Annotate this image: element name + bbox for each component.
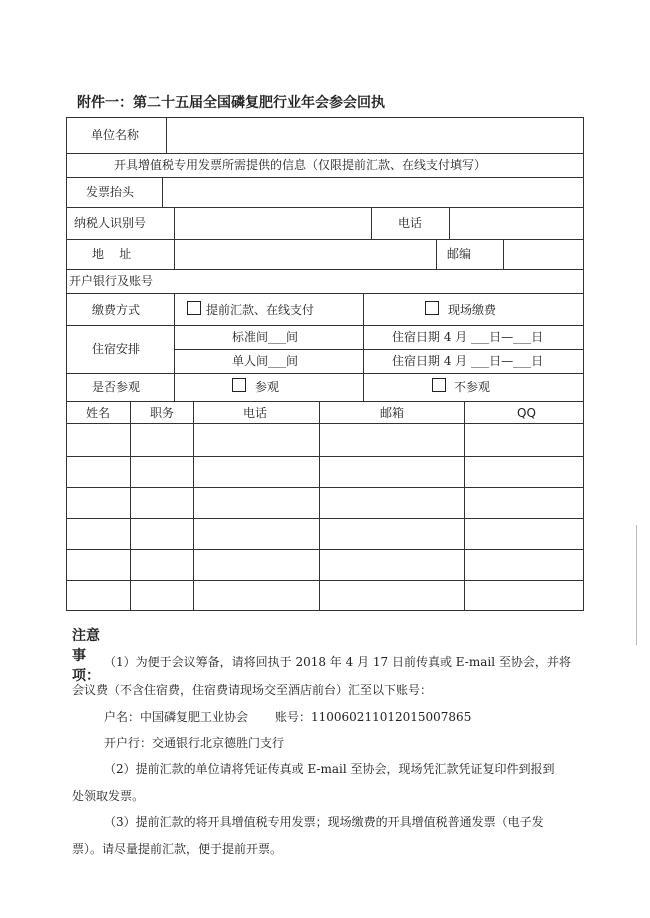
pay-onsite-checkbox[interactable] — [425, 301, 439, 315]
column-header: 电话 — [243, 406, 268, 420]
single-room-field[interactable]: 单人间___间 — [232, 354, 299, 368]
invoice-info-header: 开具增值税专用发票所需提供的信息（仅限提前汇款、在线支付填写） — [114, 158, 487, 172]
pay-advance-checkbox[interactable] — [187, 301, 201, 315]
account-name: 户名：中国磷复肥工业协会 — [104, 710, 249, 724]
visit-yes-checkbox[interactable] — [232, 378, 246, 392]
lodging-label: 住宿安排 — [92, 342, 141, 356]
note-2-line-2: 处领取发票。 — [72, 789, 145, 803]
column-header: 职务 — [150, 406, 175, 420]
table-row[interactable] — [67, 519, 583, 549]
registration-form — [66, 117, 584, 611]
address-label: 地 址 — [92, 247, 132, 261]
table-row[interactable] — [67, 457, 583, 487]
bank-line: 开户行：交通银行北京德胜门支行 — [104, 736, 285, 750]
address-field[interactable] — [175, 240, 436, 269]
pay-onsite-label: 现场缴费 — [448, 303, 497, 317]
note-3-line-2: 票）。请尽量提前汇款，便于提前开票。 — [72, 842, 283, 856]
stay-date-field-2[interactable]: 住宿日期 4 月 ___日—___日 — [392, 354, 544, 368]
visit-yes-label: 参观 — [255, 380, 280, 394]
stay-date-field-1[interactable]: 住宿日期 4 月 ___日—___日 — [392, 330, 544, 344]
table-row[interactable] — [67, 488, 583, 518]
table-row[interactable] — [67, 424, 583, 456]
unit-name-field[interactable] — [167, 118, 583, 153]
page-title: 附件一：第二十五届全国磷复肥行业年会参会回执 — [77, 95, 385, 111]
phone-label: 电话 — [398, 216, 423, 230]
note-1-line-2: 会议费（不含住宿费，住宿费请现场交至酒店前台）汇至以下账号： — [72, 683, 433, 697]
account-number: 账号：11006021101201500786​5 — [275, 710, 472, 724]
table-row[interactable] — [67, 550, 583, 580]
column-header: 邮箱 — [380, 406, 405, 420]
tax-id-field[interactable] — [175, 208, 371, 239]
note-1-line-1: （1）为便于会议筹备，请将回执于 2018 年 4 月 17 日前传真或 E-mail 至协会，并将 — [104, 655, 571, 669]
bank-field[interactable] — [166, 270, 583, 293]
standard-room-field[interactable]: 标准间___间 — [232, 330, 299, 344]
column-header: 姓名 — [86, 406, 111, 420]
tax-id-label: 纳税人识别号 — [74, 216, 147, 230]
phone-field[interactable] — [450, 208, 583, 239]
bank-label: 开户银行及账号 — [69, 274, 154, 288]
postcode-label: 邮编 — [447, 247, 472, 261]
pay-advance-label: 提前汇款、在线支付 — [206, 303, 315, 317]
invoice-title-field[interactable] — [163, 178, 583, 207]
visit-no-checkbox[interactable] — [432, 378, 446, 392]
visit-label: 是否参观 — [92, 380, 141, 394]
payment-method-label: 缴费方式 — [92, 303, 141, 317]
column-header: QQ — [517, 406, 536, 420]
notes-heading: 注意事项： — [72, 628, 100, 684]
note-3-line-1: （3）提前汇款的将开具增值税专用发票；现场缴费的开具增值税普通发票（电子发 — [104, 815, 544, 829]
postcode-field[interactable] — [504, 240, 583, 269]
scan-edge-line — [636, 525, 637, 645]
note-2-line-1: （2）提前汇款的单位请将凭证传真或 E-mail 至协会，现场凭汇款凭证复印件到报到 — [104, 762, 555, 776]
unit-name-label: 单位名称 — [91, 128, 140, 142]
table-row[interactable] — [67, 581, 583, 610]
visit-no-label: 不参观 — [454, 380, 491, 394]
invoice-title-label: 发票抬头 — [86, 185, 135, 199]
